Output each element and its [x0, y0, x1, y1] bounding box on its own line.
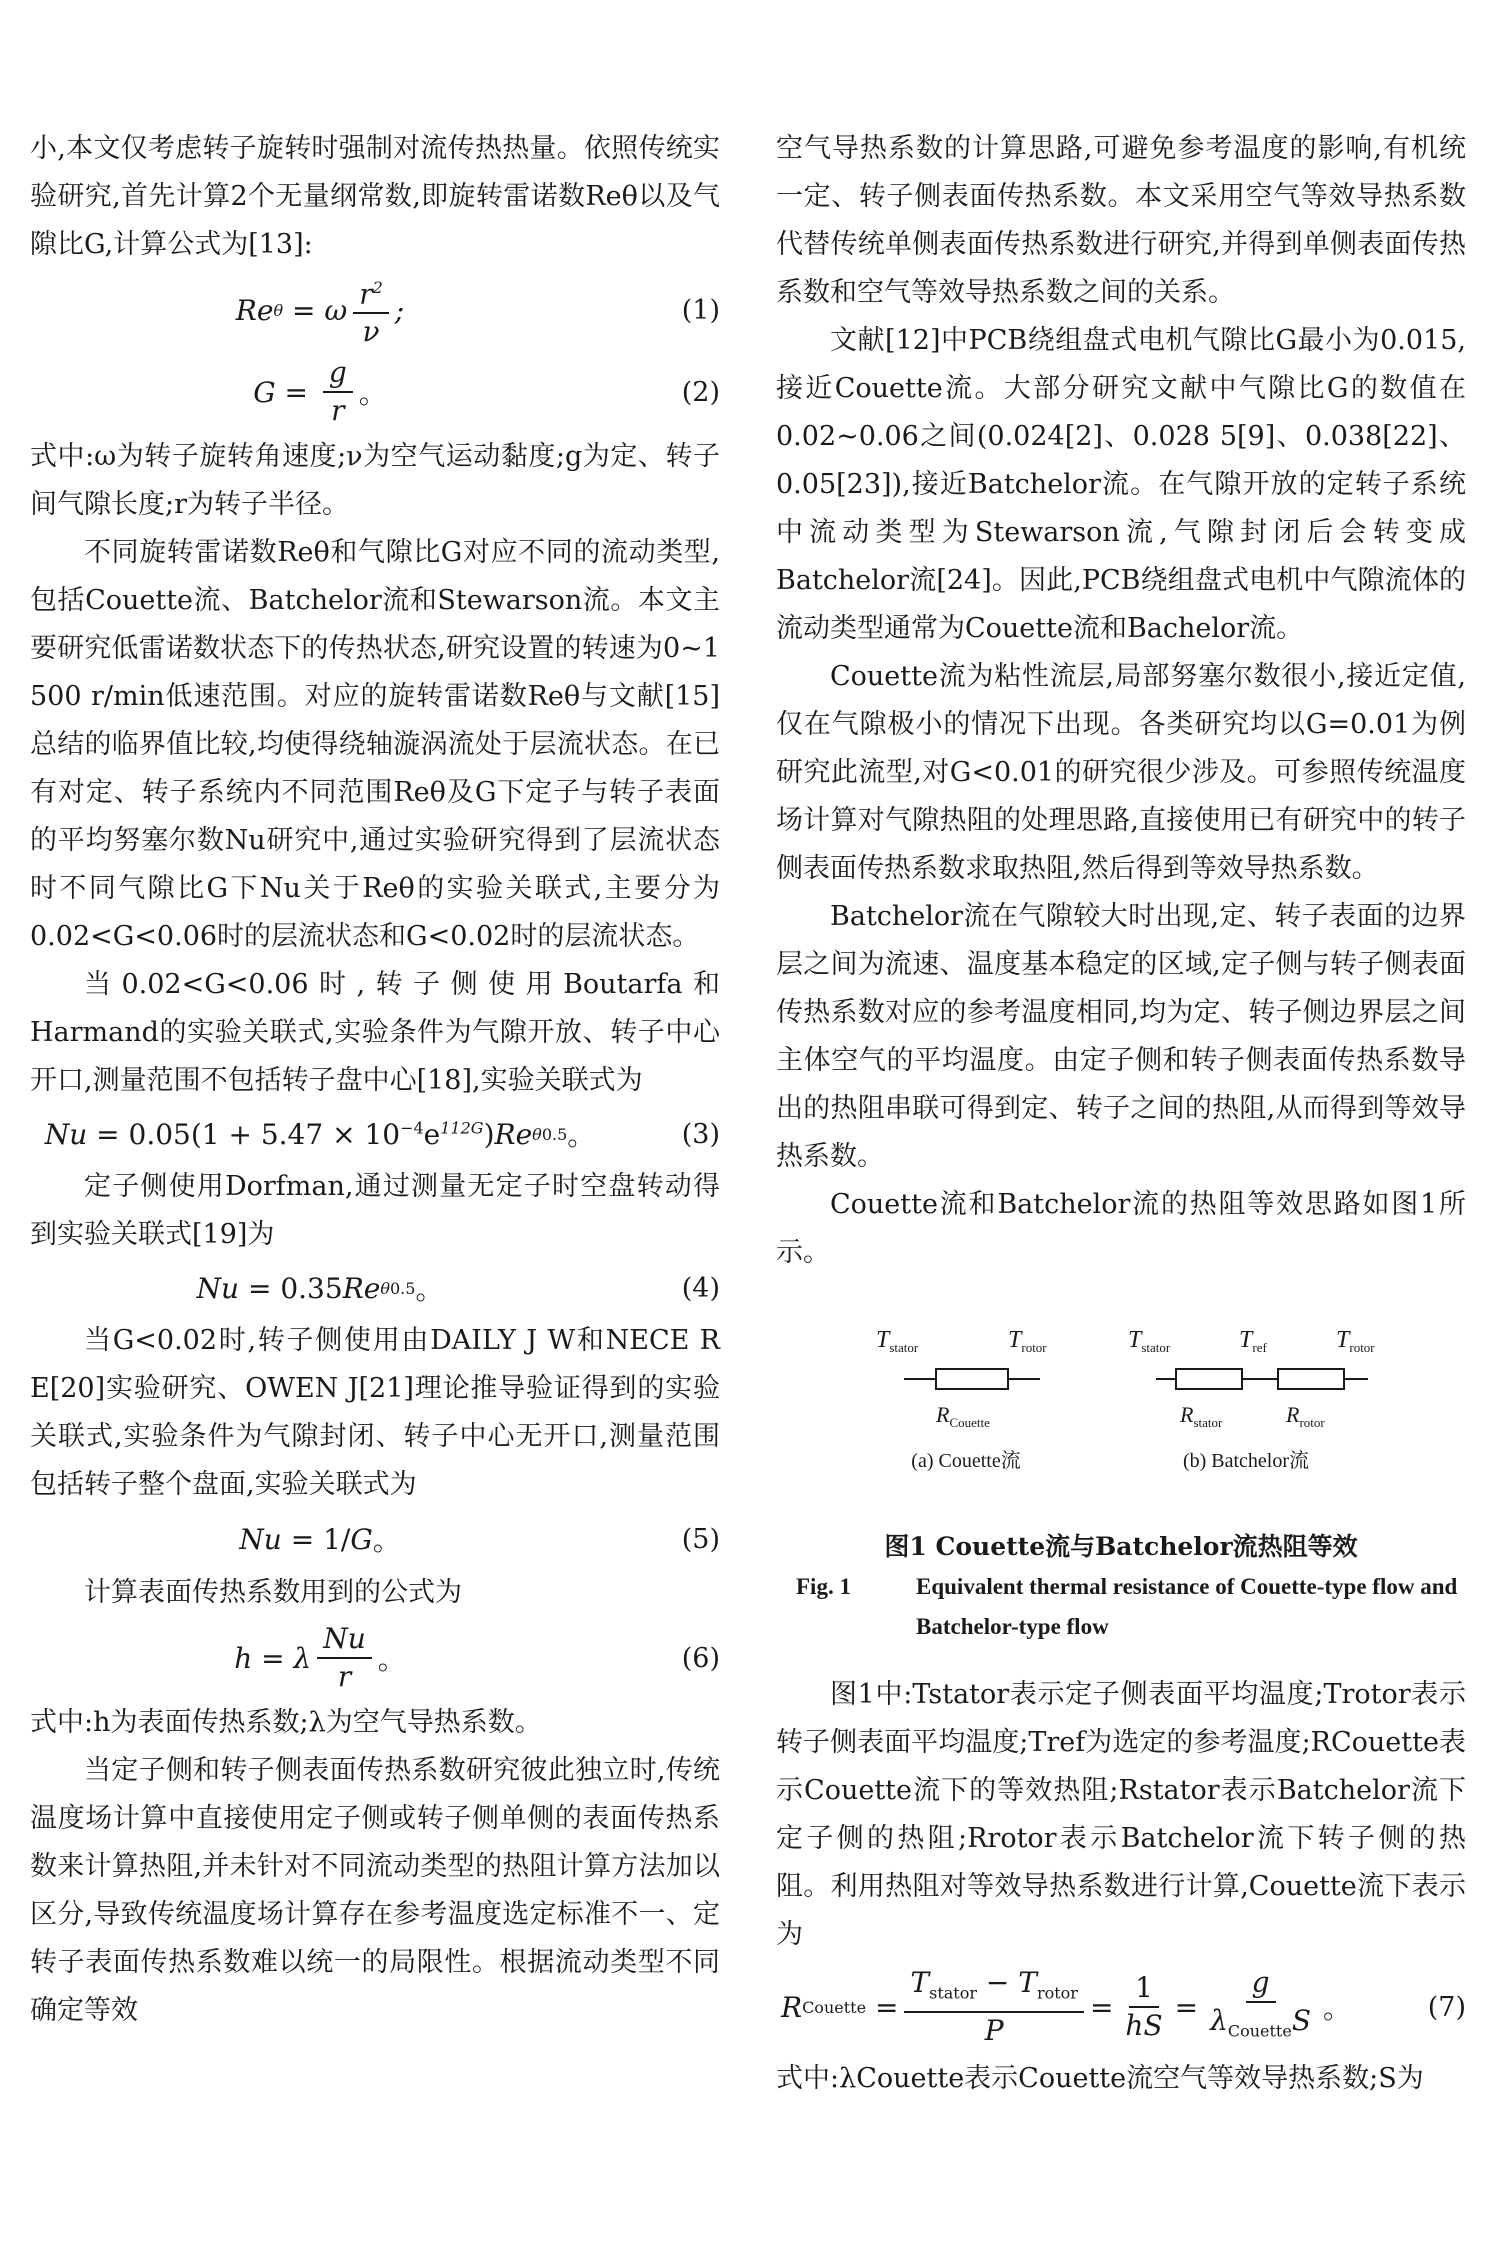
- paragraph: 定子侧使用Dorfman,通过测量无定子时空盘转动得到实验关联式[19]为: [30, 1171, 720, 1250]
- equation-number: (6): [681, 1642, 720, 1674]
- figure-caption-cn: 图1 Couette流与Batchelor流热阻等效: [884, 1532, 1358, 1561]
- equation-number: (4): [681, 1272, 720, 1304]
- subcaption-a: (a) Couette流: [911, 1450, 1021, 1472]
- thermal-resistance-diagram: [776, 1317, 1466, 1527]
- paragraph: Couette流和Batchelor流的热阻等效思路如图1所示。: [776, 1189, 1466, 1268]
- svg-text:Tref: $T_{ref}$: [1239, 1327, 1267, 1355]
- figure-caption-text: Equivalent thermal resistance of Couette-type flow and Batchelor-type flow: [916, 1574, 1458, 1639]
- equation-4: Nu = 0.35 Re θ 0.5 。 (4): [30, 1259, 720, 1317]
- figure-1: [776, 1317, 1466, 1647]
- paragraph: Batchelor流在气隙较大时出现,定、转子表面的边界层之间为流速、温度基本稳定的区域,定子侧与转子侧表面传热系数对应的参考温度相同,均为定、转子侧边界层之间主体空气的平均温度。由定子侧和转子侧表面传热系数导出的热阻串联可得到定、转子之间的热阻,从而得到等效导热系数。: [776, 901, 1466, 1172]
- equation-number: (2): [681, 376, 720, 408]
- equation-7: R Couette = $\frac{T_{stator} - T_{rotor}}{P}$ = $\frac{1}{hS}$ = $\frac{g}{\lambda_{Couette}S}$ 。 (7): [776, 1959, 1466, 2055]
- svg-text:Tstator: $T_{stator}$: [1128, 1327, 1171, 1355]
- right-column: [776, 125, 1466, 2103]
- paragraph: 空气导热系数的计算思路,可避免参考温度的影响,有机统一定、转子侧表面传热系数。本文采用空气等效导热系数代替传统单侧表面传热系数进行研究,并得到单侧表面传热系数和空气等效导热系数之间的关系。: [776, 133, 1466, 308]
- svg-text:Trotor: $T_{rotor}$: [1336, 1327, 1375, 1355]
- figure-label: Fig. 1: [796, 1574, 851, 1599]
- paragraph: 式中:λCouette表示Couette流空气等效导热系数;S为: [776, 2063, 1424, 2094]
- svg-text:Rrotor: $R_{rotor}$: [1286, 1402, 1325, 1430]
- svg-text:Trotor: $T_{rotor}$: [1008, 1327, 1047, 1355]
- paragraph: 式中:ω为转子旋转角速度;ν为空气运动黏度;g为定、转子间气隙长度;r为转子半径。: [30, 441, 720, 520]
- equation-3: Nu = $0.05(1 + 5.47 \times 10^{-4}e^{112G})$ Re θ 0.5 。 (3): [30, 1105, 720, 1163]
- batchelor-circuit: [1128, 1327, 1375, 1472]
- paragraph: 当0.02<G<0.06时,转子侧使用Boutarfa和Harmand的实验关联式,实验条件为气隙开放、转子中心开口,测量范围不包括转子盘中心[18],实验关联式为: [30, 969, 720, 1096]
- equation-number: (5): [681, 1523, 720, 1555]
- figure-caption-en: [776, 1567, 1466, 1647]
- svg-text:Rstator: $R_{stator}$: [1180, 1402, 1223, 1430]
- label-T: T: [876, 1327, 890, 1353]
- equation-number: (1): [681, 294, 720, 326]
- paragraph: 式中:h为表面传热系数;λ为空气导热系数。: [30, 1707, 542, 1738]
- equation-6: h = λ $\frac{Nu}{r}$ 。 (6): [30, 1617, 720, 1699]
- equation-number: (7): [1427, 1991, 1466, 2023]
- svg-text:Tstator: $T_{stator}$: [876, 1327, 919, 1355]
- couette-circuit: [876, 1327, 1047, 1472]
- left-column: [30, 125, 720, 2035]
- subcaption-b: (b) Batchelor流: [1182, 1450, 1310, 1472]
- paragraph: 文献[12]中PCB绕组盘式电机气隙比G最小为0.015,接近Couette流。大部分研究文献中气隙比G的数值在0.02~0.06之间(0.024[2]、0.028 5[9]、0.038[22]、0.05[23]),接近Batchelor流。在气隙开放的定转子系统中流动类型为Stewarson流,气隙封闭后会转变成Batchelor流[24]。因此,PCB绕组盘式电机中气隙流体的流动类型通常为Couette流和Bachelor流。: [776, 325, 1466, 644]
- paragraph: 小,本文仅考虑转子旋转时强制对流传热热量。依照传统实验研究,首先计算2个无量纲常数,即旋转雷诺数Reθ以及气隙比G,计算公式为[13]:: [30, 133, 720, 260]
- paragraph: 计算表面传热系数用到的公式为: [84, 1577, 462, 1608]
- paragraph: Couette流为粘性流层,局部努塞尔数很小,接近定值,仅在气隙极小的情况下出现。各类研究均以G=0.01为例研究此流型,对G<0.01的研究很少涉及。可参照传统温度场计算对气隙热阻的处理思路,直接使用已有研究中的转子侧表面传热系数求取热阻,然后得到等效导热系数。: [776, 661, 1466, 884]
- equation-1: Re θ = ω $\frac{r^2}{\nu}$ ; (1): [30, 269, 720, 351]
- equation-2: G = $\frac{g}{r}$ 。 (2): [30, 351, 720, 433]
- paragraph: 不同旋转雷诺数Reθ和气隙比G对应不同的流动类型,包括Couette流、Batchelor流和Stewarson流。本文主要研究低雷诺数状态下的传热状态,研究设置的转速为0~1 500 r/min低速范围。对应的旋转雷诺数Reθ与文献[15]总结的临界值比较,均使得绕轴漩涡流处于层流状态。在已有对定、转子系统内不同范围Reθ及G下定子与转子表面的平均努塞尔数Nu研究中,通过实验研究得到了层流状态时不同气隙比G下Nu关于Reθ的实验关联式,主要分为0.02<G<0.06时的层流状态和G<0.02时的层流状态。: [30, 537, 720, 952]
- equation-5: Nu = 1/ G 。 (5): [30, 1509, 720, 1569]
- svg-text:RCouette: $R_{Couette}$: [936, 1402, 990, 1430]
- equation-number: (3): [681, 1118, 720, 1150]
- paragraph: 图1中:Tstator表示定子侧表面平均温度;Trotor表示转子侧表面平均温度;Tref为选定的参考温度;RCouette表示Couette流下的等效热阻;Rstator表示Batchelor流下定子侧的热阻;Rrotor表示Batchelor流下转子侧的热阻。利用热阻对等效导热系数进行计算,Couette流下表示为: [776, 1679, 1466, 1950]
- paragraph: 当G<0.02时,转子侧使用由DAILY J W和NECE R E[20]实验研究、OWEN J[21]理论推导验证得到的实验关联式,实验条件为气隙封闭、转子中心无开口,测量范围包括转子整个盘面,实验关联式为: [30, 1325, 720, 1500]
- paragraph: 当定子侧和转子侧表面传热系数研究彼此独立时,传统温度场计算中直接使用定子侧或转子侧单侧的表面传热系数来计算热阻,并未针对不同流动类型的热阻计算方法加以区分,导致传统温度场计算存在参考温度选定标准不一、定转子表面传热系数难以统一的局限性。根据流动类型不同确定等效: [30, 1755, 720, 2026]
